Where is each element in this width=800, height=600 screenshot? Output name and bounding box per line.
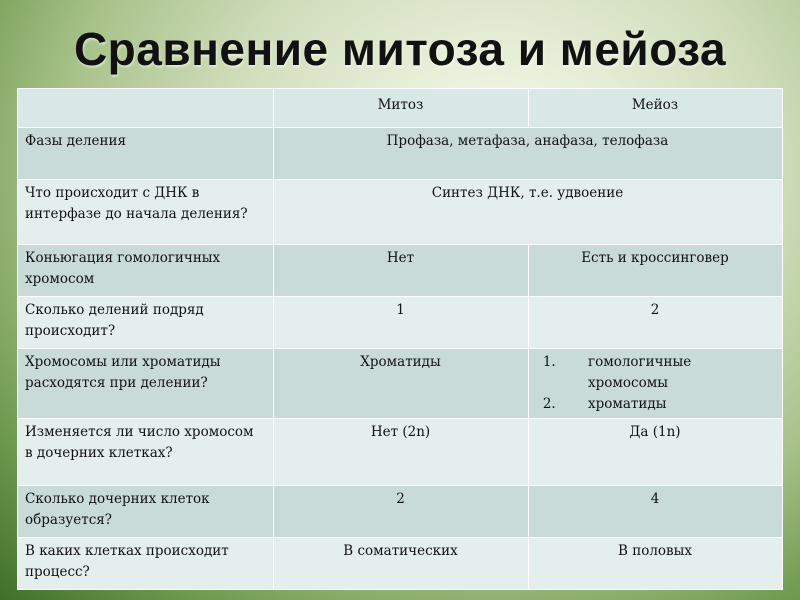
table-row-conjugation bbox=[18, 245, 783, 297]
question-cell: Хромосомы или хроматиды расходятся при делении? bbox=[18, 349, 274, 419]
header-cell-meioz: Мейоз bbox=[529, 89, 783, 128]
answer-cell-meioz: Есть и кроссинговер bbox=[529, 245, 783, 297]
answer-cell-mitoz: В соматических bbox=[274, 538, 529, 590]
question-cell: Фазы деления bbox=[18, 128, 274, 180]
answer-cell-mitoz: Нет (2n) bbox=[274, 419, 529, 486]
slide-title: Сравнение митоза и мейоза bbox=[73, 23, 727, 75]
question-cell: Изменяется ли число хромосом в дочерних клетках? bbox=[18, 419, 274, 486]
answer-cell-meioz bbox=[529, 349, 783, 419]
list-item: 1. гомологичные хромосомы bbox=[560, 352, 774, 394]
table-row-dna bbox=[18, 180, 783, 245]
table-row-phases bbox=[18, 128, 783, 180]
answer-cell-mitoz: Нет bbox=[274, 245, 529, 297]
meioz-separation-list bbox=[536, 352, 774, 415]
comparison-table bbox=[17, 88, 783, 590]
table-row-divisions bbox=[18, 297, 783, 349]
list-item: 2. хроматиды bbox=[560, 394, 774, 415]
table-header-row bbox=[18, 89, 783, 128]
answer-cell-mitoz: 1 bbox=[274, 297, 529, 349]
table-row-chromosome-number bbox=[18, 419, 783, 486]
question-cell: Коньюгация гомологичных хромосом bbox=[18, 245, 274, 297]
answer-cell-meioz: Да (1n) bbox=[529, 419, 783, 486]
header-cell-mitoz: Митоз bbox=[274, 89, 529, 128]
question-cell: Что происходит с ДНК в интерфазе до начала деления? bbox=[18, 180, 274, 245]
question-cell: Сколько делений подряд происходит? bbox=[18, 297, 274, 349]
answer-cell-meioz: В половых bbox=[529, 538, 783, 590]
answer-cell-meioz: 4 bbox=[529, 486, 783, 538]
answer-cell-mitoz: Хроматиды bbox=[274, 349, 529, 419]
answer-cell-meioz: 2 bbox=[529, 297, 783, 349]
question-cell: В каких клетках происходит процесс? bbox=[18, 538, 274, 590]
table-row-daughter-cells bbox=[18, 486, 783, 538]
header-cell-empty bbox=[18, 89, 274, 128]
answer-cell-both: Профаза, метафаза, анафаза, телофаза bbox=[274, 128, 783, 180]
table-row-separation bbox=[18, 349, 783, 419]
answer-cell-both: Синтез ДНК, т.е. удвоение bbox=[274, 180, 783, 245]
table-row-cell-type bbox=[18, 538, 783, 590]
answer-cell-mitoz: 2 bbox=[274, 486, 529, 538]
question-cell: Сколько дочерних клеток образуется? bbox=[18, 486, 274, 538]
